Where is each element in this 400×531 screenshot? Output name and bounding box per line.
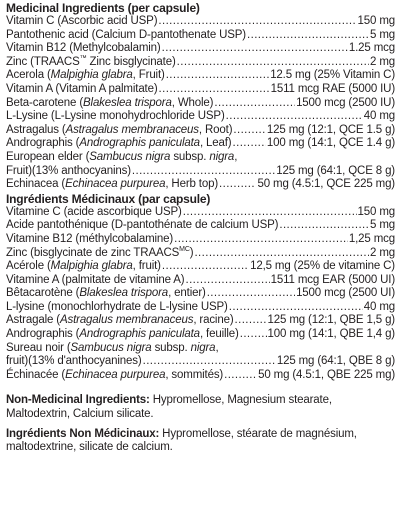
leader-dots xyxy=(233,137,266,151)
leader-dots xyxy=(158,15,356,29)
non-medicinal-text: Hypromellose, Magnesium stearate, Maltodextrin, Calcium silicate. xyxy=(6,394,332,421)
leader-dots xyxy=(240,328,267,342)
ingredient-row xyxy=(6,247,395,261)
ingredient-name: Vitamine A (palmitate de vitamine A) xyxy=(6,273,185,286)
ingredient-name: Acérole (Malpighia glabra, fruit) xyxy=(6,260,161,273)
ingredient-row xyxy=(6,287,395,301)
ingredient-amount: 2 mg xyxy=(370,55,395,68)
ingredient-row xyxy=(6,29,395,43)
ingredient-row xyxy=(6,42,395,56)
non-medicinal-text-fr: Hypromellose, stéarate de magnésium, maltodextrine, silicate de calcium. xyxy=(6,427,357,454)
ingredient-name-line: European elder (Sambucus nigra subsp. nigra, xyxy=(6,150,238,163)
ingredient-row xyxy=(6,274,395,288)
leader-dots xyxy=(207,287,295,301)
ingredient-name: Echinacea (Echinacea purpurea, Herb top) xyxy=(6,178,219,191)
ingredient-row xyxy=(6,83,395,97)
ingredient-amount: 5 mg xyxy=(370,28,395,41)
ingredient-name: Andrographis (Andrographis paniculata, Leaf) xyxy=(6,137,232,150)
ingredient-name: Acerola (Malpighia glabra, Fruit) xyxy=(6,69,165,82)
ingredient-row xyxy=(6,178,395,192)
ingredient-row xyxy=(6,369,395,383)
ingredient-amount: 150 mg xyxy=(357,205,395,218)
ingredient-amount: 12,5 mg (25% de vitamine C) xyxy=(250,260,395,273)
leader-dots xyxy=(132,165,275,179)
ingredient-row xyxy=(6,219,395,233)
ingredient-row xyxy=(6,314,395,328)
ingredient-row xyxy=(6,355,395,369)
ingredient-amount: 5 mg xyxy=(370,219,395,232)
ingredient-name: Vitamine B12 (méthylcobalamine) xyxy=(6,232,174,245)
ingredient-name: Zinc (TRAACS™ Zinc bisglycinate) xyxy=(6,54,176,68)
ingredient-row xyxy=(6,56,395,70)
trademark-mark: ™ xyxy=(79,54,87,62)
leader-dots xyxy=(224,369,257,383)
ingredient-amount: 50 mg (4.5:1, QBE 225 mg) xyxy=(258,368,395,381)
ingredient-amount: 40 mg xyxy=(363,110,395,123)
medicinal-ingredients-title: Medicinal Ingredients (per capsule) xyxy=(6,1,200,15)
ingredient-amount: 100 mg (14:1, QCE 1.4 g) xyxy=(266,137,395,150)
ingredient-name: Pantothenic acid (Calcium D-pantothenate USP) xyxy=(6,28,246,41)
leader-dots xyxy=(162,42,348,56)
ingredient-name: Astragale (Astragalus membranaceus, racine) xyxy=(6,314,234,327)
leader-dots xyxy=(143,355,276,369)
spacer xyxy=(6,382,395,394)
ingredient-row xyxy=(6,301,395,315)
ingredient-row xyxy=(6,165,395,179)
ingredient-name: fruit)(13% d'anthocyanines) xyxy=(6,355,142,368)
ingredient-name: Vitamin A (Vitamin A palmitate) xyxy=(6,82,158,95)
ingredient-row xyxy=(6,206,395,220)
leader-dots xyxy=(219,178,256,192)
ingredient-row xyxy=(6,124,395,138)
ingredient-name: Zinc (bisglycinate de zinc $TRAACS^{MC}$) xyxy=(6,245,194,259)
ingredient-name: L-Lysine (L-Lysine monohydrochloride USP) xyxy=(6,110,225,123)
ingredient-row xyxy=(6,97,395,111)
ingredient-amount: 125 mg (64:1, QCE 8 g) xyxy=(276,164,395,177)
ingredient-name: Acide pantothénique (D-pantothénate de calcium USP) xyxy=(6,219,279,232)
ingredient-row xyxy=(6,137,395,151)
ingredient-name: Vitamin C (Ascorbic acid USP) xyxy=(6,15,158,27)
ingredient-name: Andrographis (Andrographis paniculata, feuille) xyxy=(6,328,239,341)
ingredient-name-line: Sureau noir (Sambucus nigra subsp. nigra, xyxy=(6,341,219,354)
ingredient-amount: 150 mg xyxy=(357,15,395,27)
leader-dots xyxy=(279,219,369,233)
leader-dots xyxy=(226,110,363,124)
ingredient-name: Bêtacarotène (Blakeslea trispora, entier) xyxy=(6,287,206,300)
ingredient-amount: 1511 mcg RAE (5000 IU) xyxy=(270,82,395,95)
non-medicinal-title-fr: Ingrédients Non Médicinaux: xyxy=(6,427,160,440)
ingredient-amount: 125 mg (12:1, QCE 1.5 g) xyxy=(266,123,395,136)
ingredient-name: Fruit)(13% anthocyanins) xyxy=(6,164,131,177)
ingredient-amount: 125 mg (12:1, QBE 1,5 g) xyxy=(267,314,395,327)
ingredient-amount: 1500 mcg (2500 IU) xyxy=(296,96,395,109)
leader-dots xyxy=(235,314,267,328)
ingredient-name: L-lysine (monochlorhydrate de L-lysine USP) xyxy=(6,300,228,313)
ingredient-amount: 40 mg xyxy=(363,300,395,313)
leader-dots xyxy=(162,260,249,274)
leader-dots xyxy=(166,69,269,83)
ingredient-name: Vitamine C (acide ascorbique USP) xyxy=(6,205,182,218)
ingredient-amount: 12.5 mg (25% Vitamin C) xyxy=(270,69,395,82)
leader-dots xyxy=(233,124,266,138)
non-medicinal-title: Non-Medicinal Ingredients: xyxy=(6,394,150,407)
leader-dots xyxy=(194,247,369,261)
ingredient-amount: 1511 mcg EAR (5000 UI) xyxy=(270,273,395,286)
ingredient-row xyxy=(6,15,395,29)
ingredient-row xyxy=(6,328,395,342)
leader-dots xyxy=(177,56,369,70)
non-medicinal-ingredients xyxy=(6,394,395,421)
ingredient-row xyxy=(6,110,395,124)
trademark-mark: MC xyxy=(179,245,190,253)
ingredient-amount: 100 mg (14:1, QBE 1,4 g) xyxy=(267,328,395,341)
ingredient-amount: 2 mg xyxy=(370,246,395,259)
leader-dots xyxy=(214,97,295,111)
ingredient-row xyxy=(6,260,395,274)
ingredient-name: Vitamin B12 (Methylcobalamin) xyxy=(6,42,161,55)
ingredient-amount: 1,25 mcg xyxy=(348,232,395,245)
non-medicinal-ingredients-fr xyxy=(6,428,395,455)
leader-dots xyxy=(174,233,348,247)
ingredient-name: Beta-carotene (Blakeslea trispora, Whole) xyxy=(6,96,214,109)
medicinal-ingredients-title-fr: Ingrédients Médicinaux (par capsule) xyxy=(6,191,211,206)
leader-dots xyxy=(185,274,269,288)
ingredient-amount: 50 mg (4.5:1, QCE 225 mg) xyxy=(257,178,395,191)
ingredient-name: Échinacée (Echinacea purpurea, sommités) xyxy=(6,368,224,381)
leader-dots xyxy=(183,206,357,220)
ingredient-amount: 1.25 mcg xyxy=(348,42,395,55)
leader-dots xyxy=(229,301,363,315)
ingredient-name: Astragalus (Astragalus membranaceus, Root) xyxy=(6,123,233,136)
ingredient-amount: 1500 mcg (2500 UI) xyxy=(296,287,395,300)
ingredient-amount: 125 mg (64:1, QBE 8 g) xyxy=(276,355,395,368)
ingredient-row xyxy=(6,233,395,247)
ingredient-row xyxy=(6,69,395,83)
leader-dots xyxy=(247,29,369,43)
leader-dots xyxy=(159,83,270,97)
